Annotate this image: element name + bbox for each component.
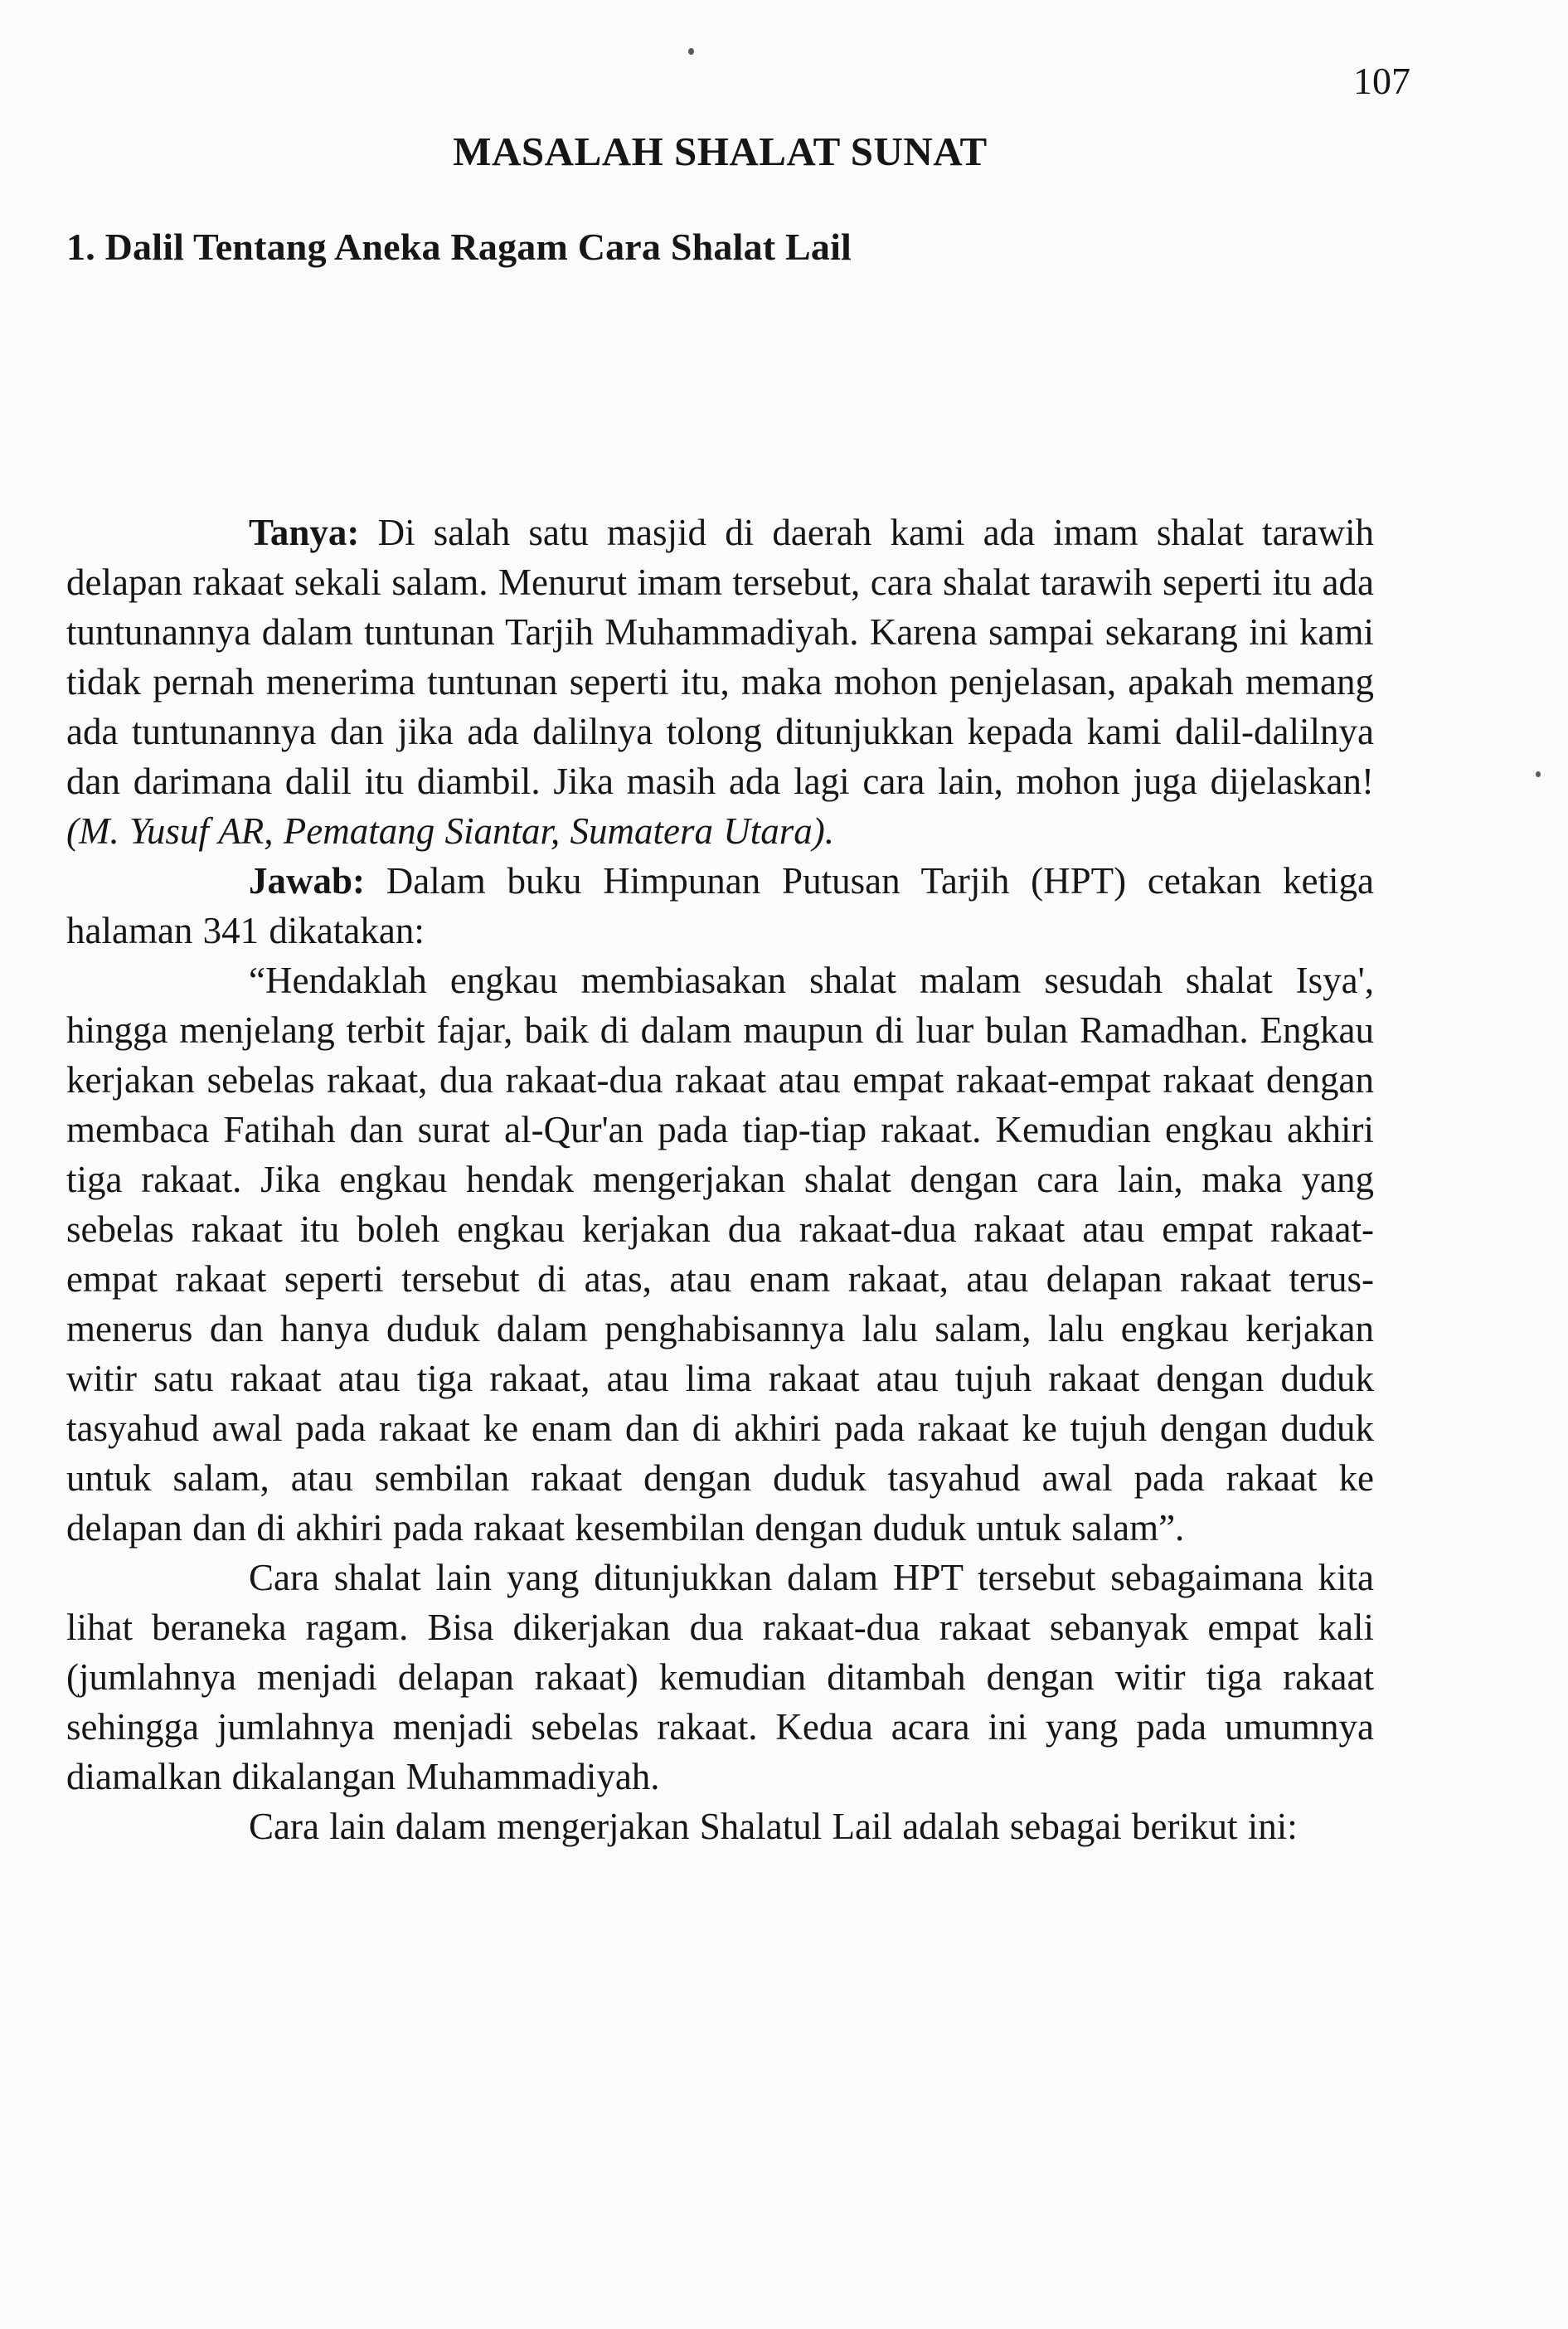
body-text: [66, 508, 1374, 1851]
page-number: 107: [1353, 60, 1410, 102]
section-heading: 1. Dalil Tentang Aneka Ragam Cara Shalat Lail: [66, 226, 852, 268]
question-citation: (M. Yusuf AR, Pematang Siantar, Sumatera Utara).: [66, 810, 835, 852]
answer-text: Dalam buku Himpunan Putusan Tarjih (HPT) cetakan ketiga halaman 341 dikatakan:: [66, 860, 1374, 951]
question-label: Tanya:: [249, 512, 360, 553]
page-title: MASALAH SHALAT SUNAT: [453, 129, 988, 174]
closing-paragraph: Cara lain dalam mengerjakan Shalatul Lail adalah sebagai berikut ini:: [249, 1806, 1298, 1847]
hpt-quote-paragraph: “Hendaklah engkau membiasakan shalat malam sesudah shalat Isya', hingga menjelang terbit fajar, baik di dalam maupun di luar bulan Ramadhan. Engkau kerjakan sebelas rakaat, dua rakaat-dua rakaat atau empat rakaat-empat rakaat dengan membaca Fatihah dan surat al-Qur'an pada tiap-tiap rakaat. Kemudian engkau akhiri tiga rakaat. Jika engkau hendak mengerjakan shalat dengan cara lain, maka yang sebelas rakaat itu boleh engkau kerjakan dua rakaat-dua rakaat atau empat rakaat-empat rakaat seperti tersebut di atas, atau enam rakaat, atau delapan rakaat terus-menerus dan hanya duduk dalam penghabisannya lalu salam, lalu engkau kerjakan witir satu rakaat atau tiga rakaat, atau lima rakaat atau tujuh rakaat dengan duduk tasyahud awal pada rakaat ke enam dan di akhiri pada rakaat ke tujuh dengan duduk untuk salam, atau sembilan rakaat dengan duduk tasyahud awal pada rakaat ke delapan dan di akhiri pada rakaat kesembilan dengan duduk untuk salam”.: [66, 960, 1374, 1549]
question-paragraph: [66, 508, 1374, 856]
answer-paragraph: [66, 856, 1374, 955]
scan-artifact-dot: [1536, 771, 1541, 777]
scan-artifact-dot: [688, 48, 694, 55]
question-text: Di salah satu masjid di daerah kami ada imam shalat tarawih delapan rakaat sekali salam. Menurut imam tersebut, cara shalat tarawih seperti itu ada tuntunannya dalam tuntunan Tarjih Muhammadiyah. Karena sampai sekarang ini kami tidak pernah menerima tuntunan seperti itu, maka mohon penjelasan, apakah memang ada tuntunannya dan jika ada dalilnya tolong ditunjukkan kepada kami dalil-dalilnya dan darimana dalil itu diambil. Jika masih ada lagi cara lain, mohon juga dijelaskan!: [66, 512, 1374, 802]
answer-label: Jawab:: [249, 860, 366, 902]
commentary-paragraph: Cara shalat lain yang ditunjukkan dalam HPT tersebut sebagaimana kita lihat beraneka ragam. Bisa dikerjakan dua rakaat-dua rakaat sebanyak empat kali (jumlahnya menjadi delapan rakaat) kemudian ditambah dengan witir tiga rakaat sehingga jumlahnya menjadi sebelas rakaat. Kedua acara ini yang pada umumnya diamalkan dikalangan Muhammadiyah.: [66, 1557, 1374, 1797]
